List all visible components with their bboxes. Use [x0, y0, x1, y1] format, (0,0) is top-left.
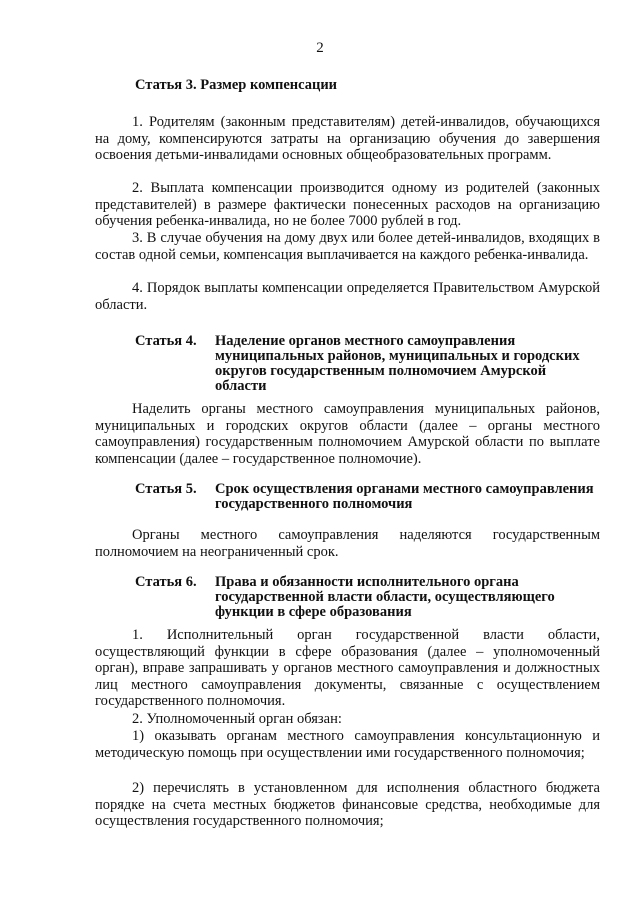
article-5-heading — [135, 482, 595, 512]
article-6-number: Статья 6. — [135, 574, 197, 590]
article-5-title: Срок осуществления органами местного самоуправления государственного полномочия — [215, 481, 594, 512]
article-6-paragraph-3: 1) оказывать органам местного самоуправления консультационную и методическую помощь при осуществлении ими государственного полномочия; — [95, 728, 600, 761]
page-number: 2 — [316, 40, 324, 56]
article-4-number: Статья 4. — [135, 333, 197, 349]
article-3-paragraph-2: 2. Выплата компенсации производится одному из родителей (законных представителей) в размере фактически понесенных расходов на организацию обучения ребенка-инвалида, но не более 7000 рублей в год. — [95, 180, 600, 229]
article-6-heading — [135, 575, 595, 620]
article-4-heading — [135, 334, 595, 394]
article-4-paragraph-1: Наделить органы местного самоуправления муниципальных районов, муниципальных и городских округов области (далее – органы местного самоуправления) государственным полномочием Амурской области по выплате компенсации (далее – государственное полномочие). — [95, 401, 600, 467]
article-6-title: Права и обязанности исполнительного органа государственной власти области, осуществляющего функции в сфере образования — [215, 574, 555, 620]
article-5-paragraph-1: Органы местного самоуправления наделяются государственным полномочием на неограниченный срок. — [95, 527, 600, 560]
article-6-paragraph-4: 2) перечислять в установленном для исполнения областного бюджета порядке на счета местных бюджетов финансовые средства, необходимые для осуществления государственного полномочия; — [95, 780, 600, 829]
article-4-title: Наделение органов местного самоуправления муниципальных районов, муниципальных и городских округов государственным полномочием Амурской области — [215, 333, 580, 394]
article-3-paragraph-4: 4. Порядок выплаты компенсации определяется Правительством Амурской области. — [95, 280, 600, 313]
article-3-paragraph-1: 1. Родителям (законным представителям) детей-инвалидов, обучающихся на дому, компенсируются затраты на организацию обучения до завершения освоения детьми-инвалидами основных общеобразовательных программ. — [95, 114, 600, 163]
article-6-paragraph-2: 2. Уполномоченный орган обязан: — [132, 711, 342, 727]
article-5-number: Статья 5. — [135, 481, 197, 497]
article-6-paragraph-1: 1. Исполнительный орган государственной власти области, осуществляющий функции в сфере образования (далее – уполномоченный орган), вправе запрашивать у органов местного самоуправления и должностных лиц местного самоуправления документы, связанные с осуществлением государственного полномочия. — [95, 627, 600, 709]
article-3-paragraph-3: 3. В случае обучения на дому двух или более детей-инвалидов, входящих в состав одной семьи, компенсация выплачивается на каждого ребенка-инвалида. — [95, 230, 600, 263]
article-3-title: Статья 3. Размер компенсации — [135, 77, 338, 93]
